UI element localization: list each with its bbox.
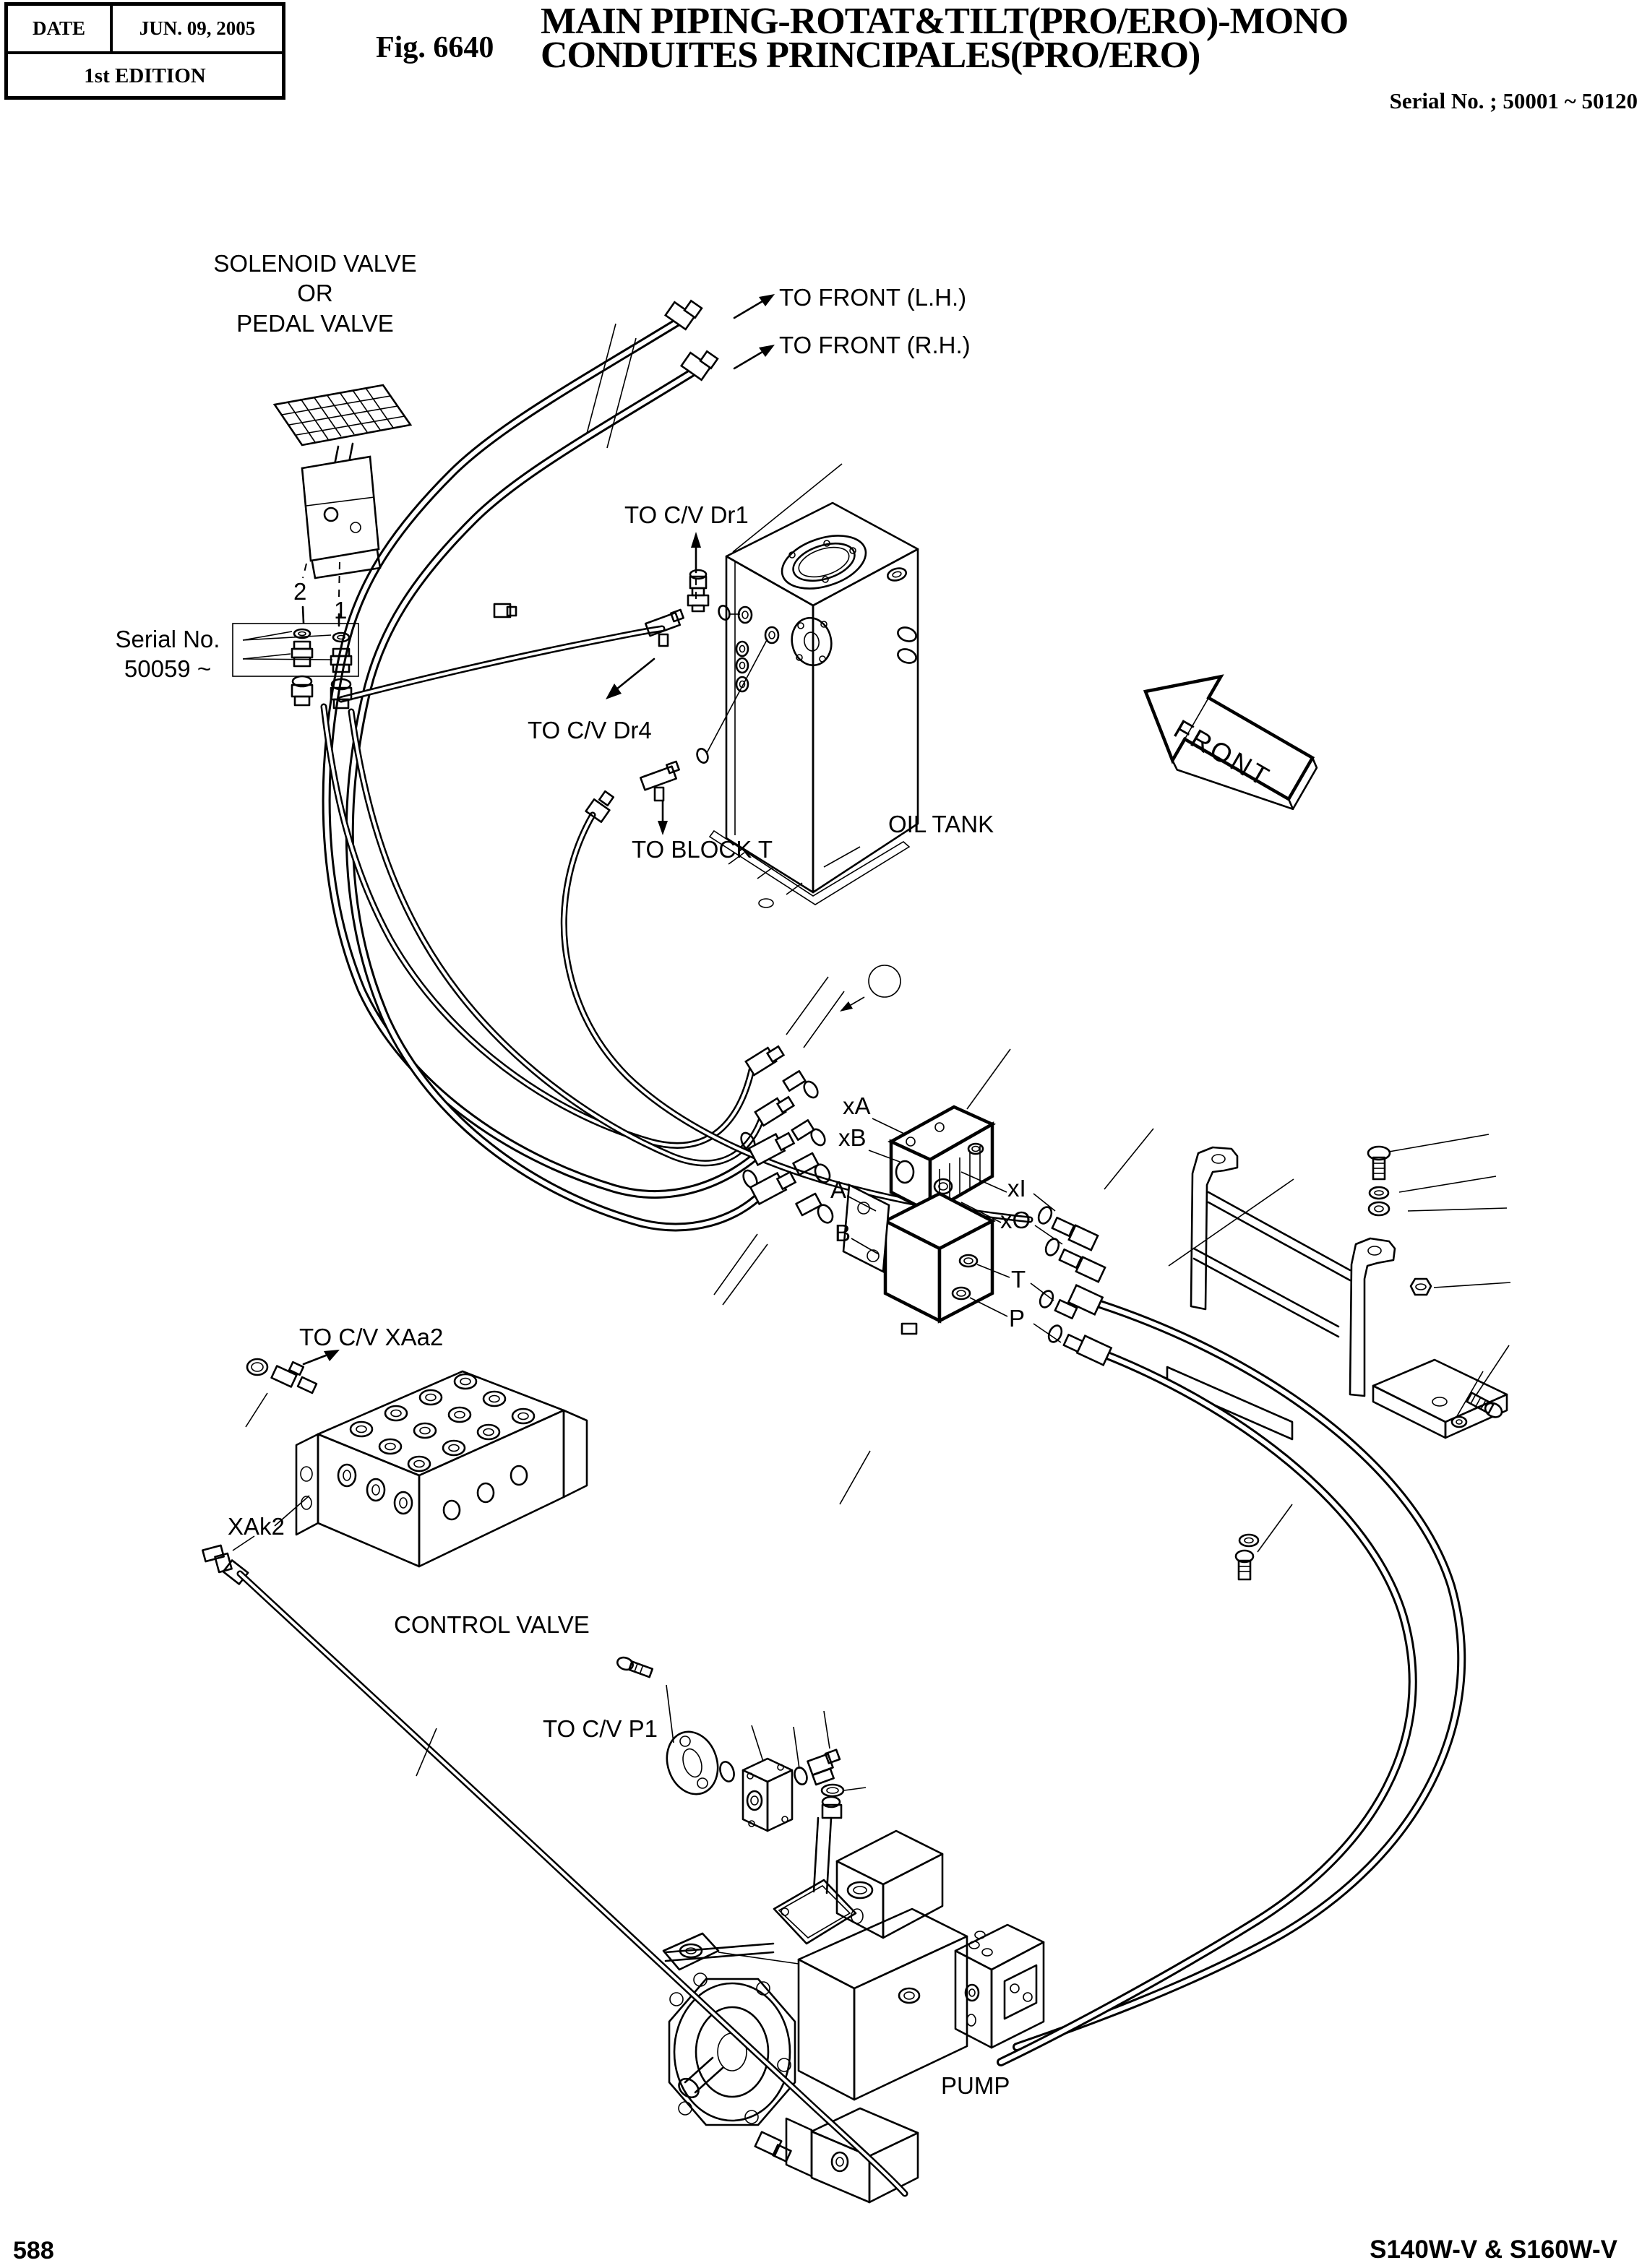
to-cv-dr1-label: TO C/V Dr1 — [624, 501, 749, 528]
serial-range: Serial No. ; 50001 ~ 50120 — [1389, 88, 1638, 113]
page-title-line1: MAIN PIPING-ROTAT&TILT(PRO/ERO)-MONO — [541, 1, 1349, 42]
edition-table-row1 — [8, 6, 282, 54]
to-cv-dr4-label: TO C/V Dr4 — [528, 717, 652, 743]
to-block-t-label: TO BLOCK T — [632, 836, 773, 863]
oil-tank-label: OIL TANK — [888, 811, 994, 837]
to-front-rh-label: TO FRONT (R.H.) — [779, 332, 971, 358]
solenoid-valve-label-line1: SOLENOID VALVE — [213, 250, 417, 277]
date-label: DATE — [8, 6, 113, 51]
to-front-lh-label: TO FRONT (L.H.) — [779, 284, 967, 311]
port-b-label: B — [835, 1220, 851, 1246]
port-t-label: T — [1011, 1266, 1026, 1293]
leader-ticks — [416, 324, 1153, 1776]
callout-1: 1 — [334, 597, 348, 624]
edition-value: 1st EDITION — [84, 64, 206, 87]
serial-no-option-label — [107, 624, 228, 684]
oil-tank-drawing — [710, 464, 918, 1012]
figure-number: Fig. 6640 — [376, 31, 494, 64]
mounting-bracket-drawing — [1167, 1134, 1510, 1439]
solenoid-valve-label-line3: PEDAL VALVE — [236, 309, 394, 337]
port-xb-label: xB — [838, 1124, 867, 1151]
control-valve-drawing — [202, 1350, 1292, 1584]
to-cv-xaa2-label: TO C/V XAa2 — [299, 1324, 444, 1350]
date-value: JUN. 09, 2005 — [139, 17, 256, 39]
port-p-label: P — [1009, 1305, 1026, 1332]
to-cv-p1-label: TO C/V P1 — [543, 1715, 658, 1742]
port-a-label: A — [830, 1176, 847, 1203]
port-xi-label: xI — [1007, 1175, 1026, 1202]
to-front-ends — [666, 294, 775, 380]
xak2-label: XAk2 — [228, 1513, 285, 1540]
page-number: 588 — [13, 2237, 54, 2264]
control-valve-label: CONTROL VALVE — [394, 1611, 590, 1638]
serial-no-option-line1: Serial No. — [115, 626, 220, 652]
port-xo-label: xO — [1000, 1207, 1031, 1233]
serial-no-option-line2: 50059 ~ — [124, 655, 212, 683]
solenoid-valve-label — [210, 249, 421, 338]
solenoid-valve-label-line2: OR — [297, 280, 333, 307]
model-code: S140W-V & S160W-V — [1370, 2235, 1617, 2264]
edition-table — [4, 2, 285, 100]
port-xa-label: xA — [843, 1092, 871, 1119]
callout-2: 2 — [293, 578, 307, 605]
page-title-line2: CONDUITES PRINCIPALES(PRO/ERO) — [541, 35, 1200, 76]
front-arrow-label: FRONT — [1169, 714, 1276, 793]
pump-label: PUMP — [941, 2072, 1010, 2099]
